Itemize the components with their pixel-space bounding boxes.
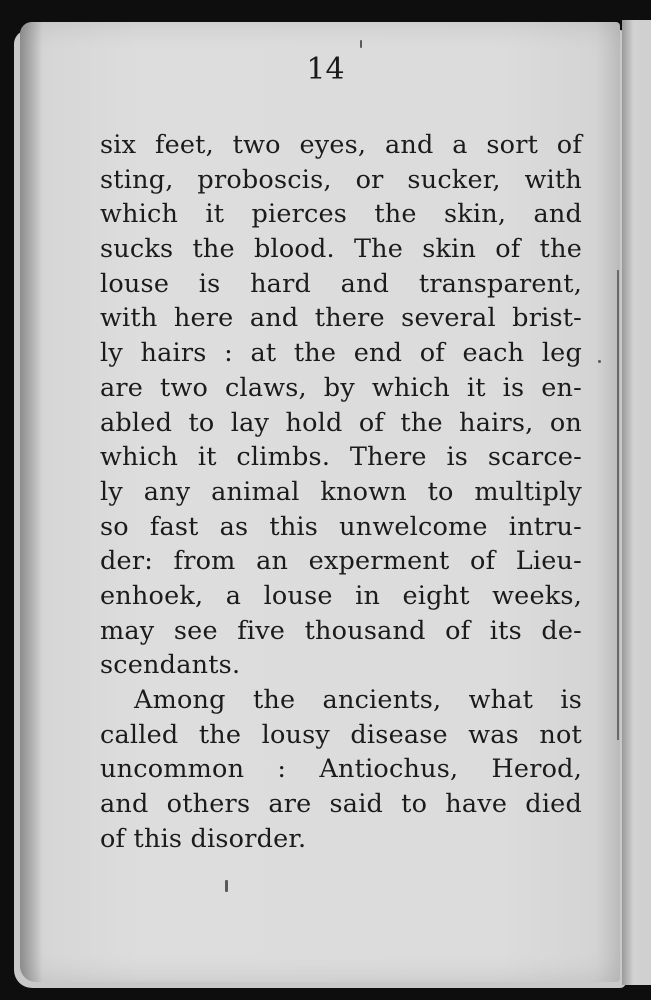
body-text	[100, 128, 582, 856]
paper-speck	[360, 40, 362, 48]
text-line: which it climbs. There is scarce-	[100, 442, 582, 473]
page-number: 14	[306, 52, 345, 87]
paper-speck	[598, 360, 601, 363]
text-line: of this disorder.	[100, 823, 307, 854]
text-line: sucks the blood. The skin of the	[100, 234, 582, 265]
text-line: uncommon : Antiochus, Herod,	[100, 754, 582, 785]
paper-speck	[225, 880, 228, 892]
text-line: der: from an experment of Lieu-	[100, 546, 582, 577]
binding-thread	[617, 270, 619, 740]
page-binding-shadow	[20, 22, 42, 982]
text-line: called the lousy disease was not	[100, 719, 582, 750]
text-line: abled to lay hold of the hairs, on	[100, 407, 582, 438]
text-line: six feet, two eyes, and a sort of	[100, 130, 582, 160]
text-line: may see five thousand of its de-	[100, 615, 582, 646]
text-line: with here and there several brist-	[100, 303, 582, 334]
text-line: and others are said to have died	[100, 789, 582, 820]
text-line: louse is hard and transparent,	[100, 268, 582, 299]
text-line: Among the ancients, what is	[134, 685, 582, 715]
text-line: ly any animal known to multiply	[100, 476, 582, 507]
text-line: enhoek, a louse in eight weeks,	[100, 580, 582, 611]
text-line: scendants.	[100, 650, 241, 681]
text-line: sting, proboscis, or sucker, with	[100, 164, 582, 195]
text-line: ly hairs : at the end of each leg	[100, 338, 582, 369]
text-line: so fast as this unwelcome intru-	[100, 511, 582, 542]
text-line: are two claws, by which it is en-	[100, 372, 582, 403]
text-line: which it pierces the skin, and	[100, 199, 582, 230]
facing-page-edge	[622, 20, 651, 985]
